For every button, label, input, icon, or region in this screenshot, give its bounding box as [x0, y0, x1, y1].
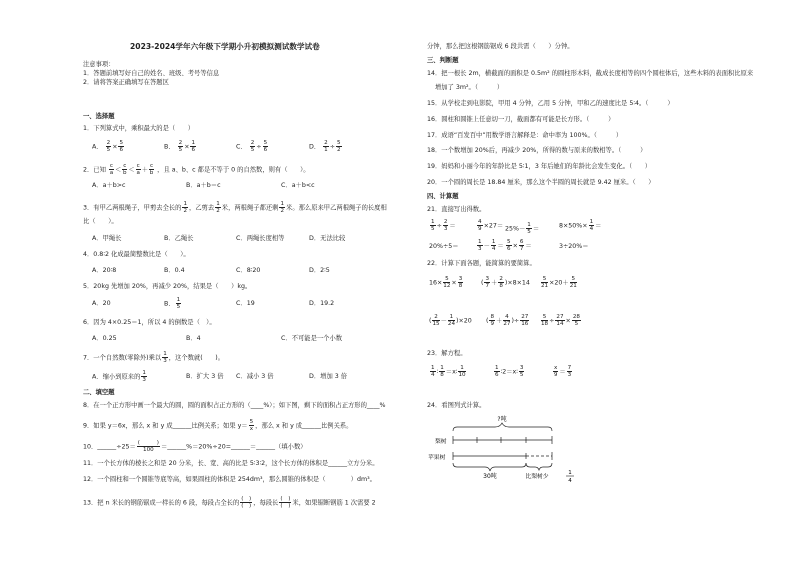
label-pear: 梨树 [435, 439, 447, 445]
question-3: 3．有甲乙两根绳子，甲剪去全长的 $\frac{1}{2}$ ，乙剪去 $\frac{1}{2}$ 米，两根绳子都还剩 $\frac{1}{2}$ 米。那么原来甲乙两根绳子的长度相 [83, 201, 387, 214]
frac-den: 4 [568, 478, 572, 483]
option-label: B． [164, 143, 175, 151]
q2-option-b[interactable]: B．a＋b＝c [186, 182, 221, 189]
question-24: 24．看图列式计算。 [427, 402, 486, 409]
question-20: 20．一个圆的周长是 18.84 厘米，那么这个半圆的周长就是 9.42 厘米。（ ） [427, 179, 655, 186]
q1-option-d[interactable]: D． $\frac{2}{1}$ ÷ $\frac{5}{2}$ [309, 140, 341, 153]
brace-diff [526, 463, 552, 470]
calc-item: 16× $\frac{5}{12}$ × $\frac{3}{8}$ [429, 276, 463, 289]
calc-item: ( $\frac{2}{15}$ － $\frac{1}{24}$ )×20 [429, 314, 472, 327]
q2-option-a[interactable]: A．a＋b>c [92, 182, 126, 189]
label-less: 比梨树少 [525, 474, 549, 480]
calc-item: $\frac{4}{9}$ ×27＝ [478, 219, 504, 232]
fraction: $\frac{5}{6}$ [263, 140, 268, 153]
q7-option-d[interactable]: D．增加 3 倍 [309, 373, 348, 380]
calc-item: $\frac{1}{5}$ ÷ $\frac{2}{3}$ ＝ [431, 219, 456, 232]
calc-item: $\frac{5}{18}$ ÷ $\frac{27}{14}$ × $\frac{28}{5}$ [541, 314, 580, 327]
fraction: $\frac{5}{6}$ [119, 140, 124, 153]
question-2: 2．已知 $\frac{c}{a}$ ＜ $\frac{c}{b}$ ＜ $\frac{c}{a}$ ＋ $\frac{c}{b}$ ，且 a、b、c 都是不等于 0 的自然数，则有（ ）。 [83, 163, 310, 176]
calc-item: 3÷20%＝ [559, 243, 589, 250]
page-title: 2023-2024学年六年级下学期小升初模拟测试数学试卷 [130, 42, 320, 51]
question-8: 8．在一个正方形中画一个最大的圆，圆的面积占正方形的（____%）；如下图，剩下的面积占正方形的____% [83, 402, 386, 409]
calc-item: 20%÷5＝ [429, 243, 459, 250]
notice-title: 注意事项： [83, 61, 115, 68]
section-heading: 三、判断题 [427, 57, 459, 64]
section-heading: 一、选择题 [83, 113, 115, 120]
calc-item: ( $\frac{8}{9}$ ＋ $\frac{4}{27}$ )÷ $\frac{27}{16}$ [486, 314, 529, 327]
q4-option-b[interactable]: B．0.4 [164, 267, 185, 274]
question-15: 15．从学校走到电影院，甲用 4 分钟，乙用 5 分钟，甲和乙的速度比是 5∶4。（ ） [427, 100, 674, 107]
label-30: 30吨 [483, 473, 497, 480]
q3-option-d[interactable]: D．无法比较 [309, 235, 346, 242]
question-14: 14．把一根长 2m，横截面的面积是 0.5m² 的圆柱形木料，截成长度相等的四个圆柱体后，这些木料的表面积比原来 [427, 70, 754, 77]
option-label: A． [92, 143, 103, 151]
fraction: $\frac{1}{6}$ [191, 140, 196, 153]
q3-option-a[interactable]: A．甲绳长 [92, 235, 122, 242]
option-label: D． [309, 143, 321, 151]
q6-option-b[interactable]: B．4 [186, 335, 201, 342]
calc-item: $\frac{5}{6}$ × $\frac{6}{7}$ ＝ [507, 239, 532, 252]
q3-option-c[interactable]: C．两绳长度相等 [236, 235, 285, 242]
q4-option-c[interactable]: C．8∶20 [236, 267, 261, 274]
section-heading: 四、计算题 [427, 193, 459, 200]
fraction: $\frac{2}{1}$ [324, 140, 328, 153]
calc-item: 25%－ $\frac{1}{5}$ ＝ [505, 222, 540, 235]
question-11: 11．一个长方体的棱长之和是 20 分米，长、宽、高的比是 5∶3∶2，这个长方体的体积是______立方分米。 [83, 460, 379, 467]
q7-option-c[interactable]: C．减小 3 倍 [236, 373, 274, 380]
fraction: $\frac{2}{5}$ [106, 140, 111, 153]
q4-option-d[interactable]: D．2∶5 [309, 267, 330, 274]
question-13: 13．把 n 米长的钢筋锯成一样长的 6 段，每段占全长的 $\frac{( )}{( )}$ ，每段长 $\frac{( )}{( )}$ 米，如果锯断钢筋 1 次需要 2 [83, 496, 376, 509]
question-23: 23．解方程。 [427, 350, 467, 357]
q1-option-a[interactable]: A． $\frac{2}{5}$ × $\frac{5}{6}$ [92, 140, 124, 153]
question-6: 6．因为 4×0.25＝1，所以 4 的倒数是（ ）。 [83, 319, 216, 326]
question-1: 1．下列算式中，乘积最大的是（ ） [83, 125, 195, 132]
brace-top [453, 423, 552, 431]
question-18: 18．一个数增加 20%后，再减少 20%，所得的数与原来的数相等。（ ） [427, 147, 647, 154]
notice-line: 2．请将答案正确填写在答题区 [83, 79, 169, 86]
question-10: 10．______÷25＝ $\frac{( )}{100}$ ＝______%＝20%÷20=______＝______（填小数） [83, 440, 307, 453]
question-19: 19．妈妈和小丽今年的年龄比是 5∶1，3 年后她们的年龄比会发生变化。（ ） [427, 163, 652, 170]
equation-item: $\frac{1}{6}$ ∶2＝x∶ $\frac{3}{5}$ [495, 365, 524, 378]
label-apple: 苹果树 [428, 455, 446, 461]
q6-option-c[interactable]: C．不可能是一个小数 [281, 335, 343, 342]
question-5: 5．20kg 先增加 20%，再减少 20%，结果是（ ）kg。 [83, 283, 252, 290]
q7-option-b[interactable]: B．扩大 3 倍 [186, 373, 224, 380]
q5-option-c[interactable]: C．19 [236, 300, 255, 307]
question-21: 21．直接写出得数。 [427, 206, 486, 213]
q5-option-b[interactable]: B． $\frac{1}{5}$ [164, 297, 181, 310]
q5-option-d[interactable]: D．19.2 [309, 300, 335, 307]
segment-diagram [425, 413, 595, 483]
question-7: 7．一个自然数(零除外)乘以 $\frac{1}{3}$ ，这个数就( )。 [83, 351, 225, 364]
fraction: $\frac{5}{2}$ [337, 140, 341, 153]
question-17: 17．成语“百发百中”用数学语言解释是：命中率为 100%。（ ） [427, 132, 623, 139]
q1-option-c[interactable]: C． $\frac{2}{5}$ ÷ $\frac{5}{6}$ [236, 140, 268, 153]
question-14-cont: 增加了 3m²。（ ） [435, 84, 504, 91]
notice-line: 1．答题前填写好自己的姓名、班级、考号等信息 [83, 70, 220, 77]
question-12: 12．一个圆柱和一个圆锥等底等高，如果圆柱的体积是 254dm³，那么圆锥的体积是（ ）dm³。 [83, 476, 376, 483]
equation-item: $\frac{x}{9}$ ＝ $\frac{7}{3}$ [553, 365, 572, 378]
q5-option-a[interactable]: A．20 [92, 300, 111, 307]
calc-item: 8×50%× $\frac{1}{4}$ ＝ [559, 219, 602, 232]
brace-bottom [453, 463, 526, 471]
question-22: 22．计算下面各题，能简算的要简算。 [427, 260, 536, 267]
fraction: $\frac{2}{5}$ [178, 140, 183, 153]
label-total: ?吨 [497, 416, 507, 423]
q4-option-a[interactable]: A．20∶8 [92, 267, 117, 274]
fraction: $\frac{2}{5}$ [250, 140, 255, 153]
question-16: 16．圆柱和圆锥上任意切一刀，截面都有可能是长方形。（ ） [427, 116, 615, 123]
question-3-cont: 比（ ）。 [83, 218, 118, 225]
question-4: 4．0.8∶2 化成最简整数比是（ ）。 [83, 251, 190, 258]
question-13-cont: 分钟，那么把这根钢筋锯成 6 段共需（ ）分钟。 [427, 43, 574, 50]
q6-option-a[interactable]: A．0.25 [92, 335, 117, 342]
calc-item: $\frac{5}{21}$ ×20＋ $\frac{5}{21}$ [541, 276, 577, 289]
option-label: C． [236, 143, 247, 151]
calc-item: ( $\frac{3}{7}$ ＋ $\frac{2}{8}$ )×8×14 [481, 276, 530, 289]
calc-item: $\frac{1}{3}$ － $\frac{1}{4}$ ＝ [478, 239, 504, 252]
q7-option-a[interactable]: A．缩小到原来的 $\frac{1}{3}$ [92, 370, 146, 383]
frac-num: 1 [568, 470, 572, 476]
question-9: 9．如果 y＝6x，那么 x 和 y 成______比例关系；如果 y＝ $\frac{5}{x}$ ，那么 x 和 y 成______比例关系。 [83, 419, 353, 432]
section-heading: 二、填空题 [83, 389, 115, 396]
q3-option-b[interactable]: B．乙绳长 [164, 235, 194, 242]
q1-option-b[interactable]: B． $\frac{2}{5}$ × $\frac{1}{6}$ [164, 140, 196, 153]
q2-option-c[interactable]: C．a＋b<c [281, 182, 315, 189]
equation-item: $\frac{1}{4}$ ∶ $\frac{1}{8}$ ＝x∶ $\frac{1}{10}$ [431, 365, 466, 378]
